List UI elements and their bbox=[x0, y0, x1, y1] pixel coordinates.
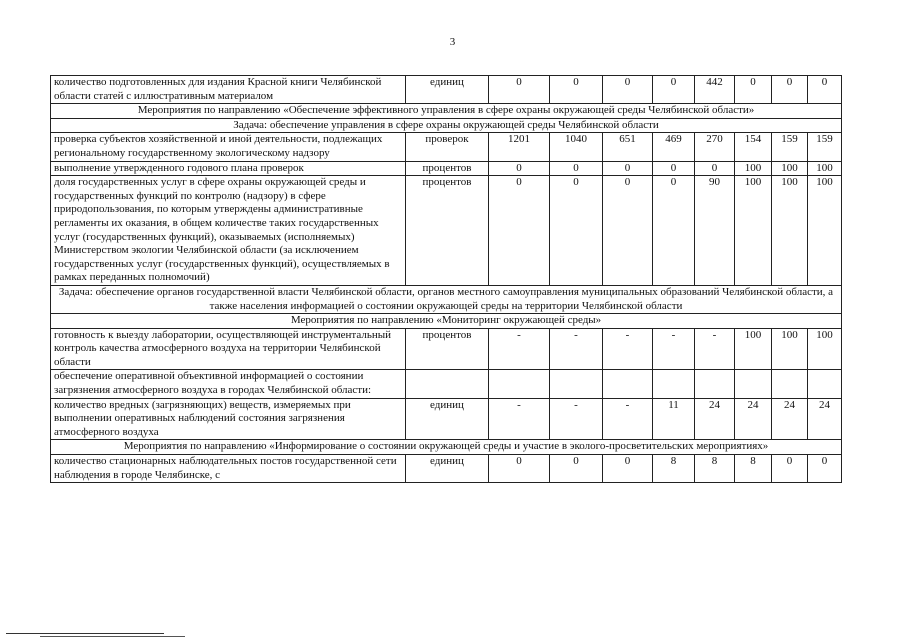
value-cell: 159 bbox=[808, 133, 842, 161]
section-header-text: Мероприятия по направлению «Информирование о состоянии окружающей среды и участие в эколого-просветительских мероприятиях» bbox=[51, 440, 842, 455]
value-cell: 100 bbox=[772, 176, 808, 286]
value-cell: 0 bbox=[489, 76, 550, 104]
value-cell: 11 bbox=[653, 398, 695, 440]
value-cell bbox=[653, 370, 695, 398]
table-row bbox=[51, 161, 842, 176]
value-cell: 159 bbox=[772, 133, 808, 161]
value-cell: - bbox=[603, 328, 653, 370]
value-cell bbox=[550, 370, 603, 398]
value-cell: 0 bbox=[772, 455, 808, 483]
section-header-text: Задача: обеспечение органов государственной власти Челябинской области, органов местного самоуправления муниципальных образований Челябинской области, а также населения информацией о состоянии окружающей среды на территории Челябинской области bbox=[51, 285, 842, 313]
indicators-table bbox=[50, 75, 842, 483]
value-cell: 24 bbox=[772, 398, 808, 440]
value-cell: 24 bbox=[735, 398, 772, 440]
table-row bbox=[51, 176, 842, 286]
value-cell: 0 bbox=[808, 455, 842, 483]
value-cell: 1201 bbox=[489, 133, 550, 161]
value-cell: 0 bbox=[653, 76, 695, 104]
value-cell: 8 bbox=[735, 455, 772, 483]
table-row bbox=[51, 328, 842, 370]
value-cell: - bbox=[550, 328, 603, 370]
value-cell: - bbox=[603, 398, 653, 440]
value-cell: 270 bbox=[695, 133, 735, 161]
value-cell bbox=[735, 370, 772, 398]
value-cell: - bbox=[489, 328, 550, 370]
value-cell: 651 bbox=[603, 133, 653, 161]
value-cell: 0 bbox=[695, 161, 735, 176]
footer-rule bbox=[40, 636, 185, 637]
value-cell: 24 bbox=[808, 398, 842, 440]
value-cell: 469 bbox=[653, 133, 695, 161]
value-cell: 100 bbox=[735, 176, 772, 286]
value-cell: 154 bbox=[735, 133, 772, 161]
value-cell: 0 bbox=[489, 161, 550, 176]
section-header-text: Задача: обеспечение управления в сфере охраны окружающей среды Челябинской области bbox=[51, 118, 842, 133]
value-cell: 100 bbox=[808, 328, 842, 370]
unit-cell: проверок bbox=[406, 133, 489, 161]
value-cell: 0 bbox=[550, 76, 603, 104]
table-row bbox=[51, 133, 842, 161]
value-cell: 0 bbox=[653, 176, 695, 286]
unit-cell: единиц bbox=[406, 455, 489, 483]
table-row bbox=[51, 370, 842, 398]
value-cell: 100 bbox=[735, 328, 772, 370]
value-cell: 100 bbox=[735, 161, 772, 176]
value-cell bbox=[808, 370, 842, 398]
value-cell: - bbox=[550, 398, 603, 440]
table-row bbox=[51, 76, 842, 104]
value-cell: 0 bbox=[603, 161, 653, 176]
value-cell: 0 bbox=[489, 455, 550, 483]
unit-cell: процентов bbox=[406, 161, 489, 176]
section-header-row bbox=[51, 440, 842, 455]
value-cell: 0 bbox=[808, 76, 842, 104]
indicator-name-cell: количество подготовленных для издания Красной книги Челябинской области статей с иллюстративным материалом bbox=[51, 76, 406, 104]
section-header-row bbox=[51, 285, 842, 313]
page-number: 3 bbox=[449, 36, 456, 48]
section-header-row bbox=[51, 104, 842, 119]
value-cell: 0 bbox=[603, 176, 653, 286]
value-cell: 0 bbox=[550, 176, 603, 286]
indicator-name-cell: проверка субъектов хозяйственной и иной деятельности, подлежащих региональному государственному экологическому надзору bbox=[51, 133, 406, 161]
table-row bbox=[51, 455, 842, 483]
value-cell: 100 bbox=[772, 328, 808, 370]
value-cell: 90 bbox=[695, 176, 735, 286]
unit-cell: единиц bbox=[406, 398, 489, 440]
value-cell: 24 bbox=[695, 398, 735, 440]
value-cell: 8 bbox=[695, 455, 735, 483]
value-cell: 442 bbox=[695, 76, 735, 104]
indicator-name-cell: обеспечение оперативной объективной информацией о состоянии загрязнения атмосферного воздуха в городах Челябинской области: bbox=[51, 370, 406, 398]
section-header-row bbox=[51, 118, 842, 133]
indicator-name-cell: количество вредных (загрязняющих) веществ, измеряемых при выполнении оперативных наблюдений состояния загрязнения атмосферного воздуха bbox=[51, 398, 406, 440]
section-header-row bbox=[51, 314, 842, 329]
value-cell bbox=[772, 370, 808, 398]
table-body bbox=[51, 76, 842, 483]
value-cell: 100 bbox=[808, 176, 842, 286]
indicator-name-cell: выполнение утвержденного годового плана проверок bbox=[51, 161, 406, 176]
indicator-name-cell: готовность к выезду лаборатории, осуществляющей инструментальный контроль качества атмосферного воздуха на территории Челябинской области bbox=[51, 328, 406, 370]
unit-cell bbox=[406, 370, 489, 398]
value-cell: 100 bbox=[808, 161, 842, 176]
value-cell: 0 bbox=[489, 176, 550, 286]
value-cell: 0 bbox=[603, 76, 653, 104]
indicator-name-cell: доля государственных услуг в сфере охраны окружающей среды и государственных функций по контролю (надзору) в сфере природопользования, по которым утверждены административные регламенты их оказания, в общем количестве таких государственных услуг (государственных функций), оказываемых (исполняемых) Министерством экологии Челябинской области (за исключением государственных услуг (государственных функций), осуществляемых в рамках переданных полномочий) bbox=[51, 176, 406, 286]
value-cell: 0 bbox=[772, 76, 808, 104]
value-cell: - bbox=[695, 328, 735, 370]
value-cell: 0 bbox=[603, 455, 653, 483]
value-cell: 8 bbox=[653, 455, 695, 483]
indicator-name-cell: количество стационарных наблюдательных постов государственной сети наблюдения в городе Челябинске, с bbox=[51, 455, 406, 483]
value-cell bbox=[695, 370, 735, 398]
value-cell bbox=[489, 370, 550, 398]
unit-cell: процентов bbox=[406, 176, 489, 286]
section-header-text: Мероприятия по направлению «Обеспечение эффективного управления в сфере охраны окружающей среды Челябинской области» bbox=[51, 104, 842, 119]
value-cell: 0 bbox=[550, 455, 603, 483]
value-cell bbox=[603, 370, 653, 398]
value-cell: 0 bbox=[550, 161, 603, 176]
value-cell: - bbox=[653, 328, 695, 370]
table-row bbox=[51, 398, 842, 440]
value-cell: 1040 bbox=[550, 133, 603, 161]
value-cell: 0 bbox=[653, 161, 695, 176]
value-cell: - bbox=[489, 398, 550, 440]
value-cell: 0 bbox=[735, 76, 772, 104]
unit-cell: единиц bbox=[406, 76, 489, 104]
footer-rule bbox=[6, 633, 164, 634]
section-header-text: Мероприятия по направлению «Мониторинг окружающей среды» bbox=[51, 314, 842, 329]
value-cell: 100 bbox=[772, 161, 808, 176]
unit-cell: процентов bbox=[406, 328, 489, 370]
